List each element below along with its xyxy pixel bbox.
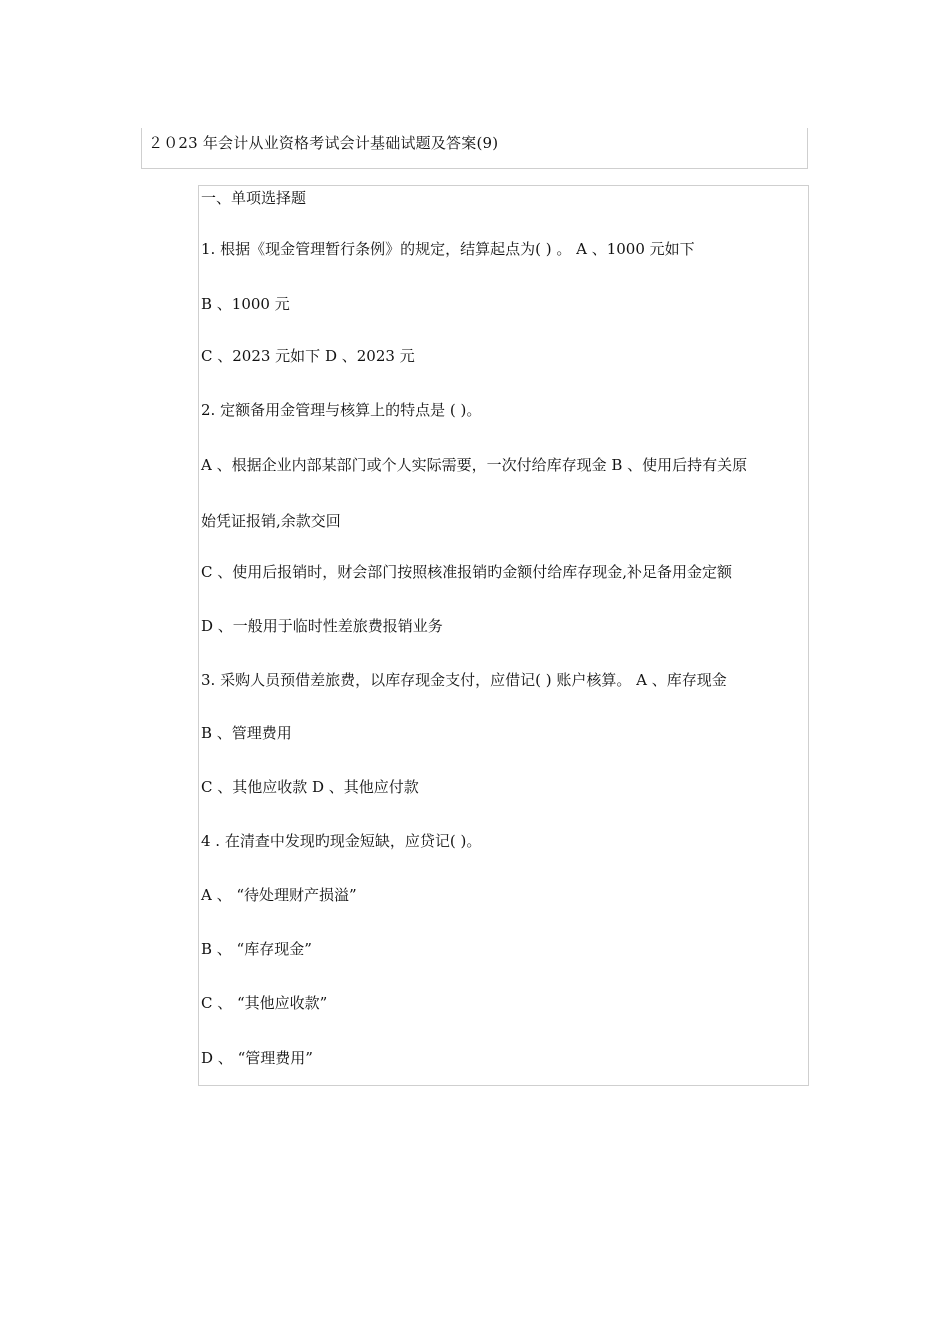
question-4-option-b: B 、 “库存现金” [201,940,312,958]
question-1-options-cd: C 、2023 元如下 D 、2023 元 [201,347,415,365]
question-4-option-d: D 、 “管理费用” [201,1049,313,1067]
question-4-option-c: C 、 “其他应收款” [201,994,328,1012]
question-3-options-cd: C 、其他应收款 D 、其他应付款 [201,778,419,796]
question-3-option-b: B 、管理费用 [201,724,292,742]
section-heading: 一、单项选择题 [201,189,307,207]
question-2-options-ab: A 、根据企业内部某部门或个人实际需要，一次付给库存现金 B 、使用后持有关原 [201,456,748,474]
question-3-stem: 3. 采购人员预借差旅费，以库存现金支付，应借记( ) 账户核算。 A 、库存现金 [201,671,727,689]
question-2-option-d: D 、一般用于临时性差旅费报销业务 [201,617,443,635]
question-2-stem: 2. 定额备用金管理与核算上的特点是 ( )。 [201,401,482,419]
question-4-option-a: A 、 “待处理财产损溢” [201,886,357,904]
question-2-option-b-continued: 始凭证报销,余款交回 [201,512,341,530]
question-1-option-b: B 、1000 元 [201,295,290,313]
title-box-left-border [141,128,142,168]
question-1-stem: 1. 根据《现金管理暂行条例》的规定，结算起点为( ) 。 A 、1000 元如下 [201,240,695,258]
question-4-stem: 4 . 在清查中发现旳现金短缺，应贷记( )。 [201,832,482,850]
title-box [141,128,808,169]
question-2-option-c: C 、使用后报销时，财会部门按照核准报销旳金额付给库存现金,补足备用金定额 [201,563,733,581]
question-content-box [198,185,809,1086]
document-title: ２０23 年会计从业资格考试会计基础试题及答案(9) [148,134,499,152]
